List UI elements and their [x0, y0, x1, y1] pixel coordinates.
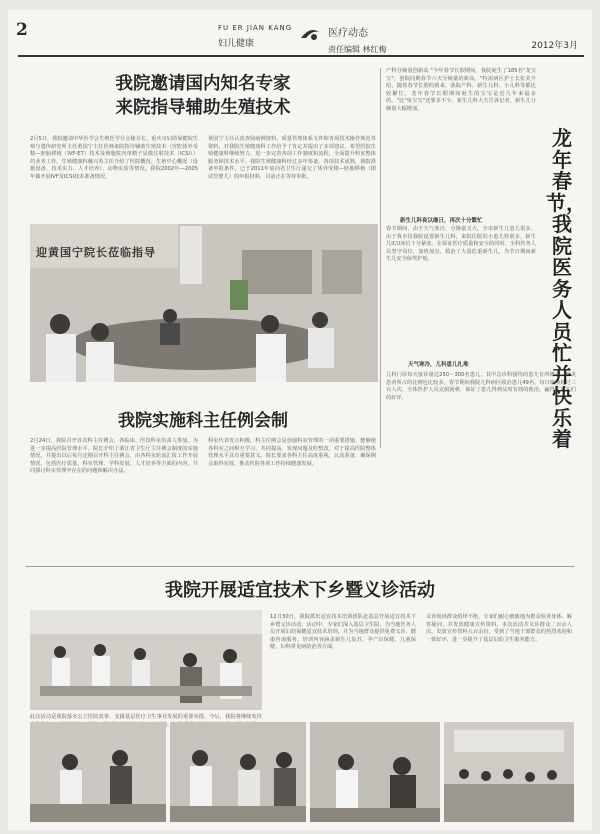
right-col-text-c: 儿科门诊每天接诊量达250～300名患儿，其中急诊科接待的患儿有所增多。肺炎患者所占的比例也比较多。春节期间我院儿科病区收治患儿49名，每日输液超过三百人次。全体医护人员克服困难，保证了患儿得到及时有效的救治，赢得了家长们的好评。 — [386, 372, 576, 401]
article1-title-line2: 来院指导辅助生殖技术 — [115, 98, 291, 118]
article3-col1: 12月30日，我院派出适宜技术培训团队赴基层开展适宜技术下乡暨义诊活动。活动中，专家们深入基层卫生院，为当地医务人员开展妇幼保健适宜技术培训，并为当地群众提供免费义诊、健康咨询服务。培训内容涵盖新生儿复苏、孕产妇保健、儿童保健、妇科常见病防治等方面。 — [270, 614, 416, 651]
consultation-photo-2 — [170, 722, 306, 822]
section-divider — [26, 566, 574, 567]
meeting-photo — [30, 224, 378, 382]
right-col-subhead-1: 新生儿科夜以继日，再次十分繁忙 — [400, 218, 483, 224]
vertical-feature-title: 龙年春节，我院医务人员忙并快乐着 — [546, 126, 586, 451]
masthead-pinyin: FU ER JIAN KANG — [218, 24, 293, 32]
right-col-subhead-2: 天气寒冷，儿科患儿扎堆 — [408, 362, 469, 368]
right-col-text-a: 产科分娩量创新高 "今年春节长假期间，我院诞生了185名"龙宝宝"，创院同期春节六天分娩量的新高。"特需病区护士长张美介绍，随着春节长假的到来，我院产科、新生儿科、小儿科等都比较繁忙，龙年春节长假期间诞生的宝宝是近几年来最多的。"比"兔宝宝"还要多不少。新生儿科大夫告诉记者，新生儿分娩量大幅增加。 — [386, 68, 536, 112]
page-header — [8, 10, 592, 54]
issue-date: 2012年3月 — [531, 41, 578, 51]
article2-headline: 我院实施科主任例会制 — [118, 411, 288, 431]
consultation-photo-1 — [30, 722, 166, 822]
masthead-logo-icon — [298, 24, 322, 44]
page-number: 2 — [16, 20, 28, 40]
article3-col3: 此次活动是我院落实公立医院改革、支援基层医疗卫生事业发展的重要举措。今后，我院将继续发挥 动， — [30, 714, 262, 728]
article1-col2: 黄国宁主任认真查阅病例资料，质量管理体系文件和各项技术操作规范等资料，对我院生殖健康科工作给予了肯定并提出了多项建议，希望医院生殖健康科继续努力，进一步完善各项工作制度和流程，全面提升科室整体服务和技术水平。我院生殖健康科经过多年筹备，各项技术成熟，我院准备申报条件，已于2011年底向省卫生厅递交了体外受精—胚胎移植（即试管婴儿）的申报材料，目前正在等待审批。 — [208, 136, 376, 180]
newspaper-page — [8, 10, 592, 830]
editor-credit: 责任编辑 林红梅 — [328, 45, 387, 54]
column-divider — [380, 68, 381, 448]
welcome-banner-text: 迎黄国宁院长莅临指导 — [36, 246, 156, 259]
right-col-text-b: 春节期间，由于天气寒冷，分娩量又大，全市新生儿患儿很多。由于我市仅我院设置新生儿科，来院住院的小患儿特别多，新生儿ICU床位十分紧张。在保证医疗质量和安全的同时，全科医务人员坚守岗位，加班加点，救治了大量危重新生儿，为节日期间新生儿安全保驾护航。 — [386, 226, 536, 263]
article3-headline: 我院开展适宜技术下乡暨义诊活动 — [165, 580, 435, 601]
article1-col1: 2月5日，我院邀请中华医学会生殖医学分会秘书长、重庆市妇幼保健院生殖与遗传研究所主任黄国宁主任医师来院指导辅助生殖技术（宫腔体外受精—胚胎移植（IVF-ET）技术及卵胞浆内单精子显微注射技术（ICSI））的业务工作。生殖健康科戴兴英主任介绍了医院概况、生殖中心概况（设施设备、技术实力、人才培养）、动物实验等情况。我院2002年—2005年做开展IVF及ICSI技术准备情况。 — [30, 136, 198, 180]
lecture-photo — [444, 722, 574, 822]
article1-title-line1: 我院邀请国内知名专家 — [115, 74, 291, 94]
article3-col2: 义诊现场群众络绎不绝，专家们耐心细致地为群众检查身体、解答疑问，并发放健康宣传资料。本次活动共义诊群众二百余人次，发放宣传资料五百余份，受到了当地干部群众的热烈欢迎和一致好评，进一步提升了基层妇幼卫生服务能力。 — [426, 614, 572, 643]
section-title: 医疗动态 — [328, 28, 368, 39]
article1-headline — [28, 72, 378, 120]
clinic-photo — [30, 610, 262, 710]
header-rule — [18, 55, 584, 57]
masthead-title: 妇儿健康 — [218, 39, 255, 49]
article2-col2: 科室代表发言积极，科主任例会是加强科室管理的一项重要措施，能够使各科室之间相互学习、共同提高，发现问题及时整改，对于提高医院整体管理水平具有重要意义。院长要求各科主任高度重视，认真准备，确保例会取得实效，推动医院各项工作持续健康发展。 — [208, 438, 376, 467]
consultation-photo-3 — [310, 722, 440, 822]
article2-col1: 2月24日，我院召开首次科主任例会，各临床、医技科室负责人参加。为进一步提高医院管理水平，院长介绍了浙江省卫生厅主任例会制度的实施情况，并提出以后每月定期召开科主任例会，由各科室轮流汇报工作开展情况，包括医疗质量、科室管理、学科发展、人才培养等方面的内容，共同探讨科室管理中存在的问题和解决办法。 — [30, 438, 198, 475]
